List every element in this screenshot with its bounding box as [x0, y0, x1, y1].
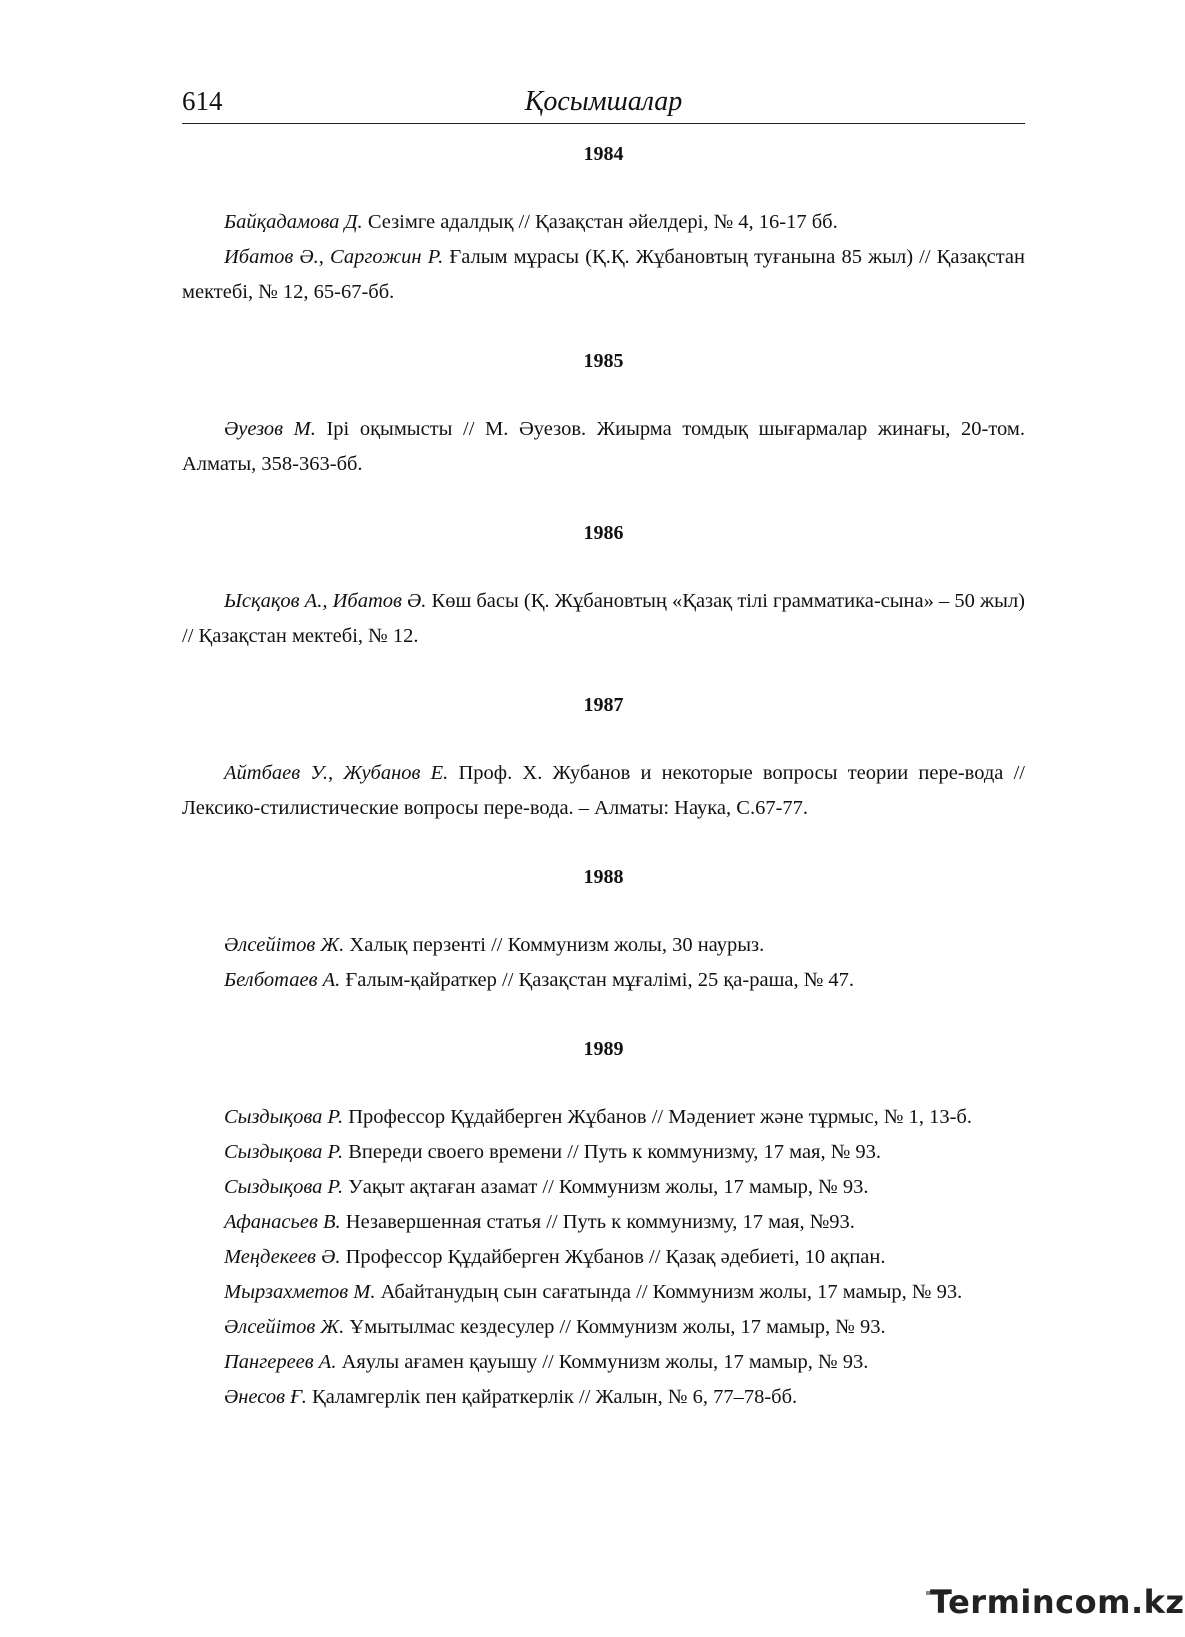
- bibliography-entry: [182, 1100, 1025, 1135]
- termincom-logo: [922, 1581, 1185, 1625]
- running-title: Қосымшалар: [524, 86, 683, 117]
- entry-author: Меңдекеев Ә.: [224, 1246, 341, 1268]
- year-section: [182, 344, 1025, 516]
- entry-text: Ғалым мұрасы (Қ.Қ. Жұбановтың туғанына 85 жыл) // Қазақстан мектебі, № 12, 65-67-бб.: [182, 246, 1025, 303]
- year-heading: 1984: [583, 143, 624, 165]
- entry-author: Ысқақов А., Ибатов Ә.: [224, 590, 427, 612]
- entry-author: Пангереев А.: [224, 1351, 337, 1373]
- entry-author: Мырзахметов М.: [224, 1281, 376, 1303]
- year-heading: 1985: [583, 350, 624, 372]
- entry-text: Қаламгерлік пен қайраткерлік // Жалын, № 6, 77–78-бб.: [306, 1386, 798, 1408]
- year-section: [182, 137, 1025, 344]
- bibliography-entry: [182, 1135, 1025, 1170]
- entry-text: Абайтанудың сын сағатында // Коммунизм жолы, 17 мамыр, № 93.: [375, 1281, 963, 1303]
- bibliography-entry: [182, 1205, 1025, 1240]
- entry-text: Ірі оқымысты // М. Әуезов. Жиырма томдық шығармалар жинағы, 20-том. Алматы, 358-363-бб.: [182, 418, 1025, 475]
- page-number: 614: [182, 86, 223, 116]
- entry-text: Профессор Құдайберген Жұбанов // Қазақ әдебиеті, 10 ақпан.: [340, 1246, 886, 1268]
- bibliography-entry: [182, 205, 1025, 240]
- entry-text: Аяулы ағамен қауышу // Коммунизм жолы, 17 мамыр, № 93.: [336, 1351, 869, 1373]
- bibliography-entry: [182, 1240, 1025, 1275]
- page-header: [182, 84, 1025, 124]
- bibliography-content: [182, 137, 1025, 1415]
- entry-author: Байқадамова Д.: [224, 211, 363, 233]
- entry-author: Әнесов Ғ.: [224, 1386, 307, 1408]
- bibliography-entry: [182, 1380, 1025, 1415]
- bibliography-entry: [182, 1310, 1025, 1345]
- year-section: [182, 860, 1025, 1032]
- bibliography-entry: [182, 928, 1025, 963]
- entry-author: Әуезов М.: [224, 418, 316, 440]
- entry-text: Профессор Құдайберген Жұбанов // Мәдениет және тұрмыс, № 1, 13-б.: [343, 1106, 972, 1128]
- entry-text: Проф. Х. Жубанов и некоторые вопросы теории пере-вода // Лексико-стилистические вопросы пере-вода. – Алматы: Наука, С.67-77.: [182, 762, 1025, 819]
- header-rule: [182, 123, 1025, 124]
- entry-text: Халық перзенті // Коммунизм жолы, 30 наурыз.: [344, 934, 765, 956]
- bibliography-entry: [182, 756, 1025, 826]
- bibliography-entry: [182, 240, 1025, 310]
- bibliography-entry: [182, 1345, 1025, 1380]
- entry-text: Ұмытылмас кездесулер // Коммунизм жолы, 17 мамыр, № 93.: [344, 1316, 886, 1338]
- year-section: [182, 1032, 1025, 1415]
- entry-author: Ибатов Ә., Саргожин Р.: [224, 246, 444, 268]
- year-heading: 1988: [583, 866, 624, 888]
- entry-author: Сыздықова Р.: [224, 1106, 344, 1128]
- entry-text: Сезімге адалдық // Қазақстан әйелдері, № 4, 16-17 бб.: [362, 211, 838, 233]
- entry-author: Айтбаев У., Жубанов Е.: [224, 762, 449, 784]
- year-heading: 1987: [583, 694, 624, 716]
- bibliography-entry: [182, 1275, 1025, 1310]
- entry-author: Әлсейітов Ж.: [224, 934, 345, 956]
- entry-author: Әлсейітов Ж.: [224, 1316, 345, 1338]
- entry-text: Көш басы (Қ. Жұбановтың «Қазақ тілі грамматика-сына» – 50 жыл) // Қазақстан мектебі, № 12.: [182, 590, 1025, 647]
- logo-text: Termincom.kz: [930, 1583, 1185, 1621]
- entry-author: Белботаев А.: [224, 969, 341, 991]
- bibliography-entry: [182, 963, 1025, 998]
- entry-text: Незавершенная статья // Путь к коммунизму, 17 мая, №93.: [340, 1211, 855, 1233]
- entry-text: Впереди своего времени // Путь к коммунизму, 17 мая, № 93.: [343, 1141, 882, 1163]
- year-section: [182, 516, 1025, 688]
- entry-author: Сыздықова Р.: [224, 1176, 344, 1198]
- bibliography-entry: [182, 584, 1025, 654]
- entry-author: Сыздықова Р.: [224, 1141, 344, 1163]
- year-heading: 1986: [583, 522, 624, 544]
- year-section: [182, 688, 1025, 860]
- entry-author: Афанасьев В.: [224, 1211, 341, 1233]
- entry-text: Ғалым-қайраткер // Қазақстан мұғалімі, 25 қа-раша, № 47.: [340, 969, 855, 991]
- year-heading: 1989: [583, 1038, 624, 1060]
- entry-text: Уақыт ақтаған азамат // Коммунизм жолы, 17 мамыр, № 93.: [343, 1176, 869, 1198]
- bibliography-entry: [182, 1170, 1025, 1205]
- bibliography-entry: [182, 412, 1025, 482]
